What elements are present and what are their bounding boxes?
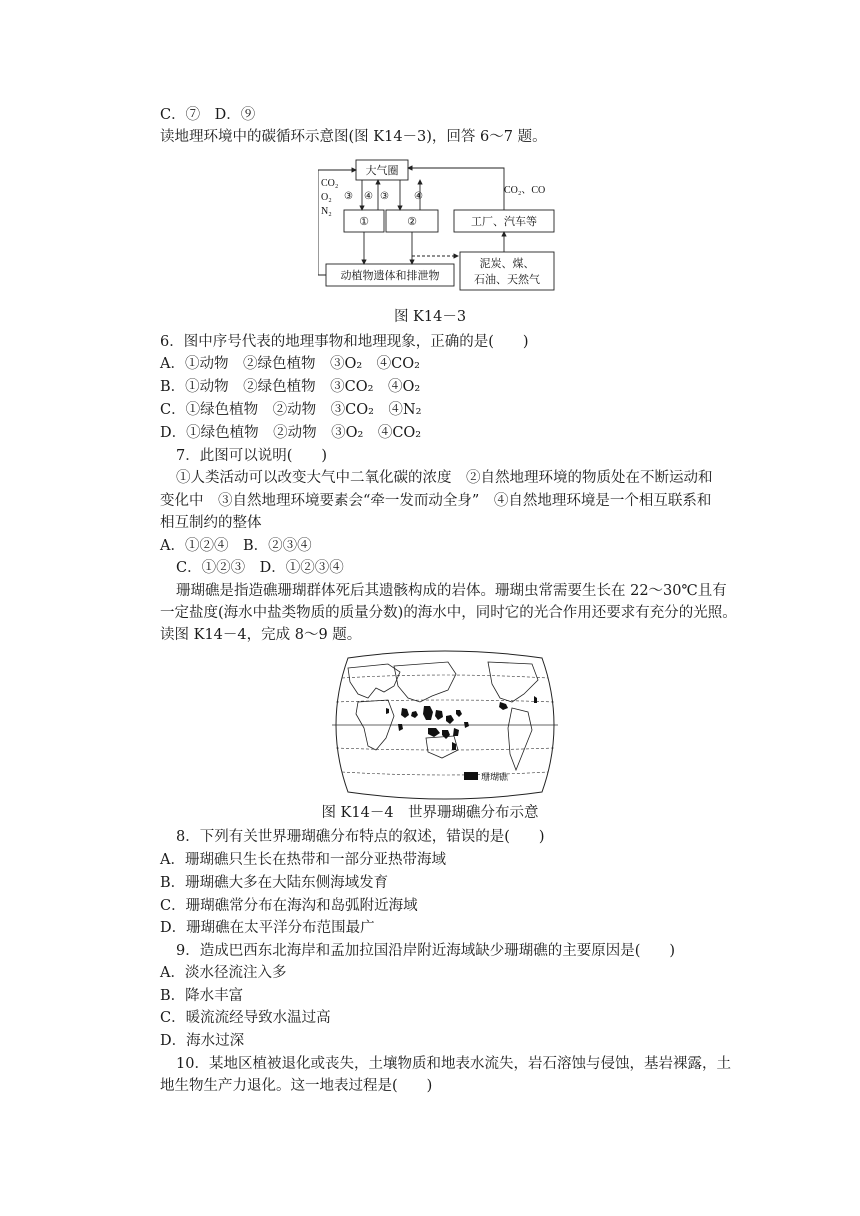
arrow-label-4a: ④	[364, 191, 373, 202]
q6-option-d: D．①绿色植物 ②动物 ③O₂ ④CO₂	[160, 425, 422, 441]
q8-option-b: B．珊瑚礁大多在大陆东侧海域发育	[160, 875, 389, 891]
q8-option-a: A．珊瑚礁只生长在热带和一部分亚热带海域	[160, 852, 446, 868]
q7-options-cd: C．①②③ D．①②③④	[176, 560, 344, 576]
q8-option-c: C．珊瑚礁常分布在海沟和岛弧附近海域	[160, 898, 418, 914]
coral-reef-world-map	[328, 650, 562, 800]
coral-intro-1: 珊瑚礁是指造礁珊瑚群体死后其遗骸构成的岩体。珊瑚虫常需要生长在 22～30℃且有	[176, 583, 727, 599]
q9-option-d: D．海水过深	[160, 1033, 245, 1049]
carbon-cycle-diagram	[318, 156, 558, 292]
remains-label: 动植物遗体和排泄物	[340, 270, 440, 282]
arrow-label-4b: ④	[414, 191, 423, 202]
q8-option-d: D．珊瑚礁在太平洋分布范围最广	[160, 920, 375, 936]
q8-stem: 8．下列有关世界珊瑚礁分布特点的叙述，错误的是( )	[176, 829, 545, 845]
fossil-label-1: 泥炭、煤、	[479, 258, 535, 270]
q10-stem-1: 10．某地区植被退化或丧失，土壤物质和地表水流失，岩石溶蚀与侵蚀，基岩裸露，土	[176, 1056, 731, 1072]
coral-intro-3: 读图 K14－4，完成 8～9 题。	[160, 627, 362, 643]
q9-option-a: A．淡水径流注入多	[160, 965, 287, 981]
box-2-label: ②	[407, 216, 417, 228]
q7-stem: 7．此图可以说明( )	[176, 448, 328, 464]
q9-option-c: C．暖流流经导致水温过高	[160, 1010, 331, 1026]
q6-option-b: B．①动物 ②绿色植物 ③CO₂ ④O₂	[160, 379, 421, 395]
intro-q6-q7: 读地理环境中的碳循环示意图(图 K14－3)，回答 6～7 题。	[160, 129, 547, 145]
q10-stem-2: 地生物生产力退化。这一地表过程是( )	[160, 1078, 433, 1094]
q7-statement-3: 相互制约的整体	[160, 515, 262, 531]
fossil-label-2: 石油、天然气	[474, 274, 540, 286]
factory-label: 工厂、汽车等	[471, 216, 537, 228]
left-gas-o2: O₂	[321, 192, 332, 203]
q9-option-b: B．降水丰富	[160, 988, 244, 1004]
left-gas-n2: N₂	[321, 206, 332, 217]
q9-stem: 9．造成巴西东北海岸和孟加拉国沿岸附近海域缺少珊瑚礁的主要原因是( )	[176, 943, 676, 959]
arrow-label-3b: ③	[380, 191, 389, 202]
emission-label: CO₂、CO	[504, 185, 546, 196]
box-1-label: ①	[359, 216, 369, 228]
legend-swatch	[464, 772, 478, 780]
q5-options: C．⑦ D．⑨	[160, 107, 256, 123]
legend-label: 珊瑚礁	[481, 772, 509, 782]
arrow-label-3a: ③	[344, 191, 353, 202]
coral-intro-2: 一定盐度(海水中盐类物质的质量分数)的海水中，同时它的光合作用还要求有充分的光照。	[160, 605, 737, 621]
q7-options-ab: A．①②④ B．②③④	[160, 538, 312, 554]
left-gas-co2: CO₂	[321, 178, 339, 189]
q7-statement-1: ①人类活动可以改变大气中二氧化碳的浓度 ②自然地理环境的物质处在不断运动和	[176, 470, 713, 486]
figure2-caption: 图 K14－4 世界珊瑚礁分布示意	[321, 805, 539, 821]
q6-option-a: A．①动物 ②绿色植物 ③O₂ ④CO₂	[160, 356, 420, 372]
q7-statement-2: 变化中 ③自然地理环境要素会“牵一发而动全身” ④自然地理环境是一个相互联系和	[160, 493, 712, 509]
q6-stem: 6．图中序号代表的地理事物和地理现象，正确的是( )	[160, 334, 529, 350]
atmosphere-label: 大气圈	[365, 165, 399, 177]
figure1-caption: 图 K14－3	[393, 309, 467, 325]
q6-option-c: C．①绿色植物 ②动物 ③CO₂ ④N₂	[160, 402, 422, 418]
